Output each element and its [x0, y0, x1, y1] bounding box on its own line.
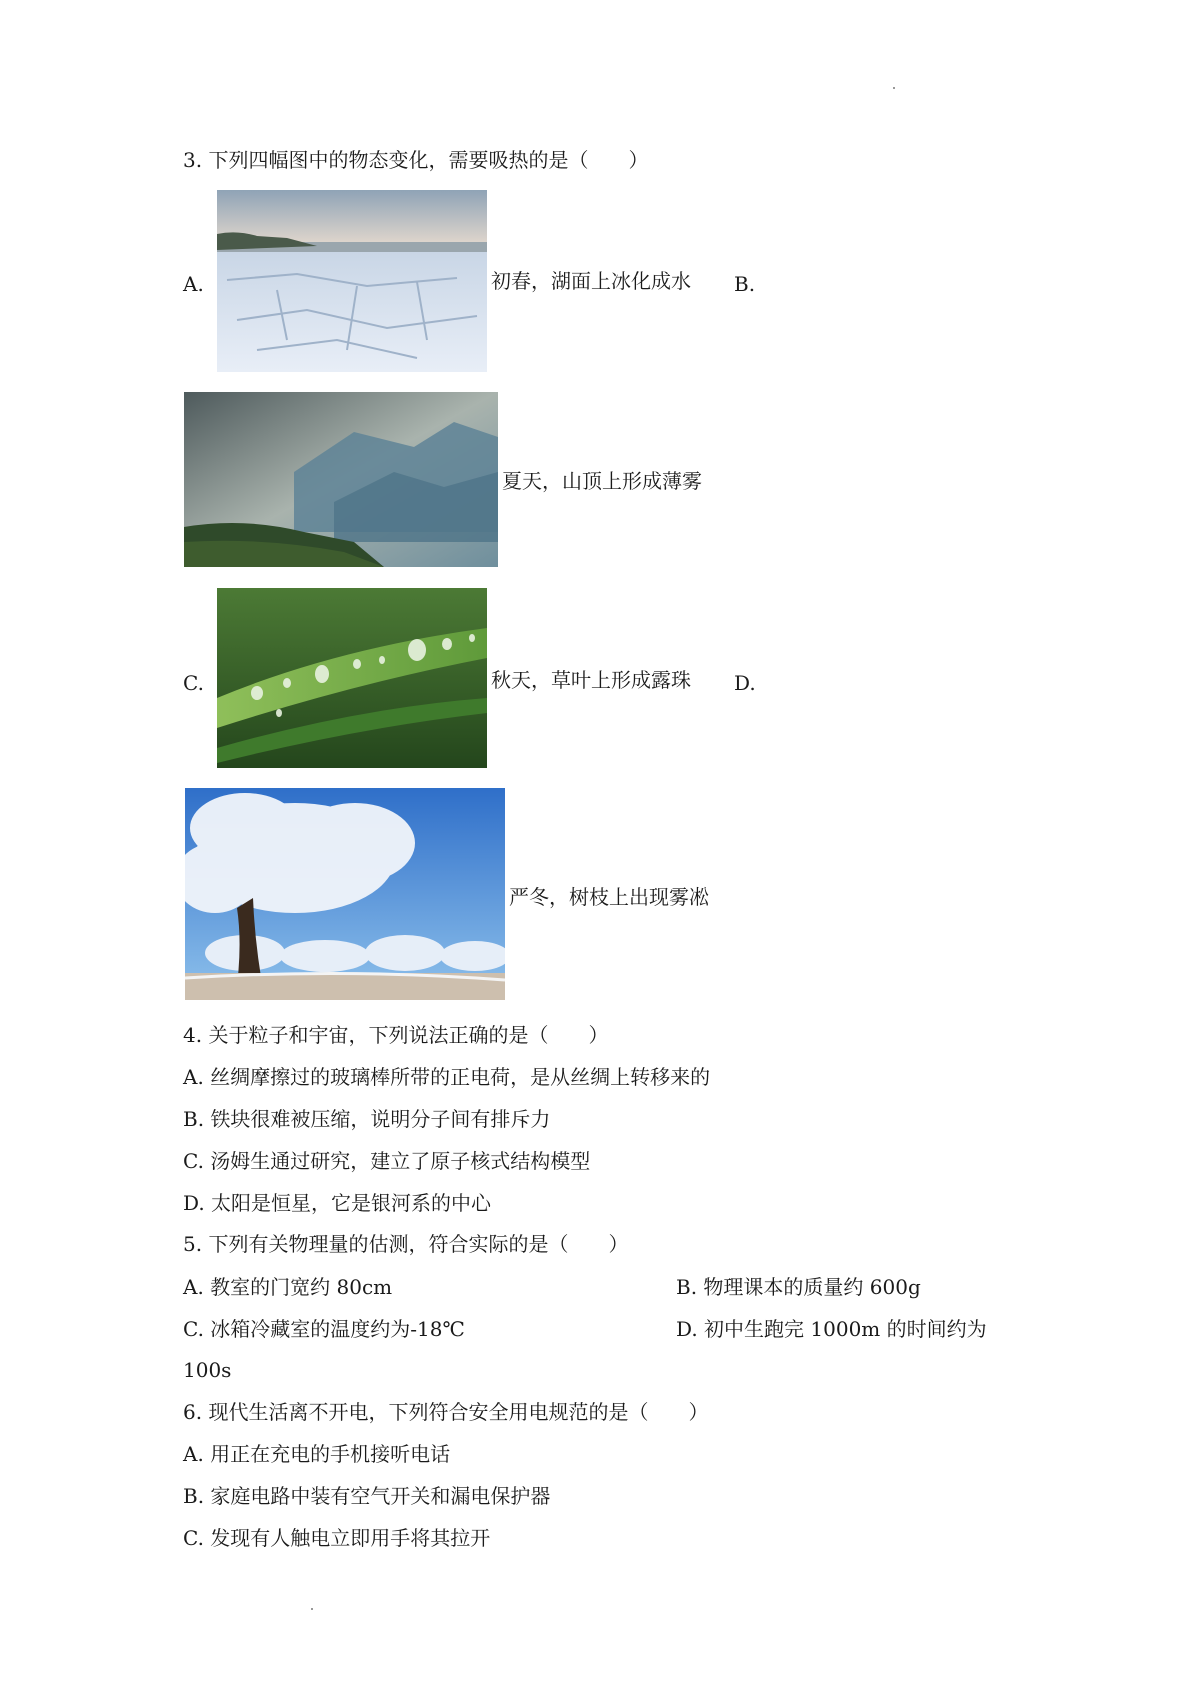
dewdrops-leaf-image: [217, 588, 487, 768]
q6-option-c: C. 发现有人触电立即用手将其拉开: [183, 1526, 491, 1550]
q3-option-c-label: C.: [183, 671, 204, 695]
q5-option-a: A. 教室的门宽约 80cm: [183, 1275, 393, 1299]
q5-option-b: B. 物理课本的质量约 600g: [676, 1275, 921, 1299]
q5-option-d: D. 初中生跑完 1000m 的时间约为: [676, 1317, 987, 1341]
q3-option-d-caption: 严冬，树枝上出现雾凇: [509, 885, 709, 909]
q3-option-d-label: D.: [734, 671, 756, 695]
q6-stem: 6. 现代生活离不开电，下列符合安全用电规范的是（ ）: [183, 1400, 709, 1424]
q5-stem: 5. 下列有关物理量的估测，符合实际的是（ ）: [183, 1232, 629, 1256]
q4-option-b: B. 铁块很难被压缩，说明分子间有排斥力: [183, 1107, 551, 1131]
q5-option-d-continued: 100s: [183, 1358, 232, 1382]
q3-stem: 3. 下列四幅图中的物态变化，需要吸热的是（ ）: [183, 148, 649, 172]
q4-stem: 4. 关于粒子和宇宙，下列说法正确的是（ ）: [183, 1023, 609, 1047]
q6-option-b: B. 家庭电路中装有空气开关和漏电保护器: [183, 1484, 551, 1508]
page-mark-bottom: [311, 1608, 313, 1610]
q3-option-c-caption: 秋天，草叶上形成露珠: [491, 668, 691, 692]
q4-option-a: A. 丝绸摩擦过的玻璃棒所带的正电荷，是从丝绸上转移来的: [183, 1065, 711, 1089]
frozen-lake-image: [217, 190, 487, 372]
mountain-mist-image: [184, 392, 498, 567]
q6-option-a: A. 用正在充电的手机接听电话: [183, 1442, 451, 1466]
q3-option-a-label: A.: [183, 272, 204, 296]
q3-option-b-label: B.: [734, 272, 756, 296]
rime-tree-image: [185, 788, 505, 1000]
q3-option-b-caption: 夏天，山顶上形成薄雾: [502, 469, 702, 493]
q4-option-c: C. 汤姆生通过研究，建立了原子核式结构模型: [183, 1149, 591, 1173]
q4-option-d: D. 太阳是恒星，它是银河系的中心: [183, 1191, 492, 1215]
q3-option-a-caption: 初春，湖面上冰化成水: [491, 269, 691, 293]
q5-option-c: C. 冰箱冷藏室的温度约为-18℃: [183, 1317, 465, 1341]
page-mark-top: [893, 87, 895, 89]
